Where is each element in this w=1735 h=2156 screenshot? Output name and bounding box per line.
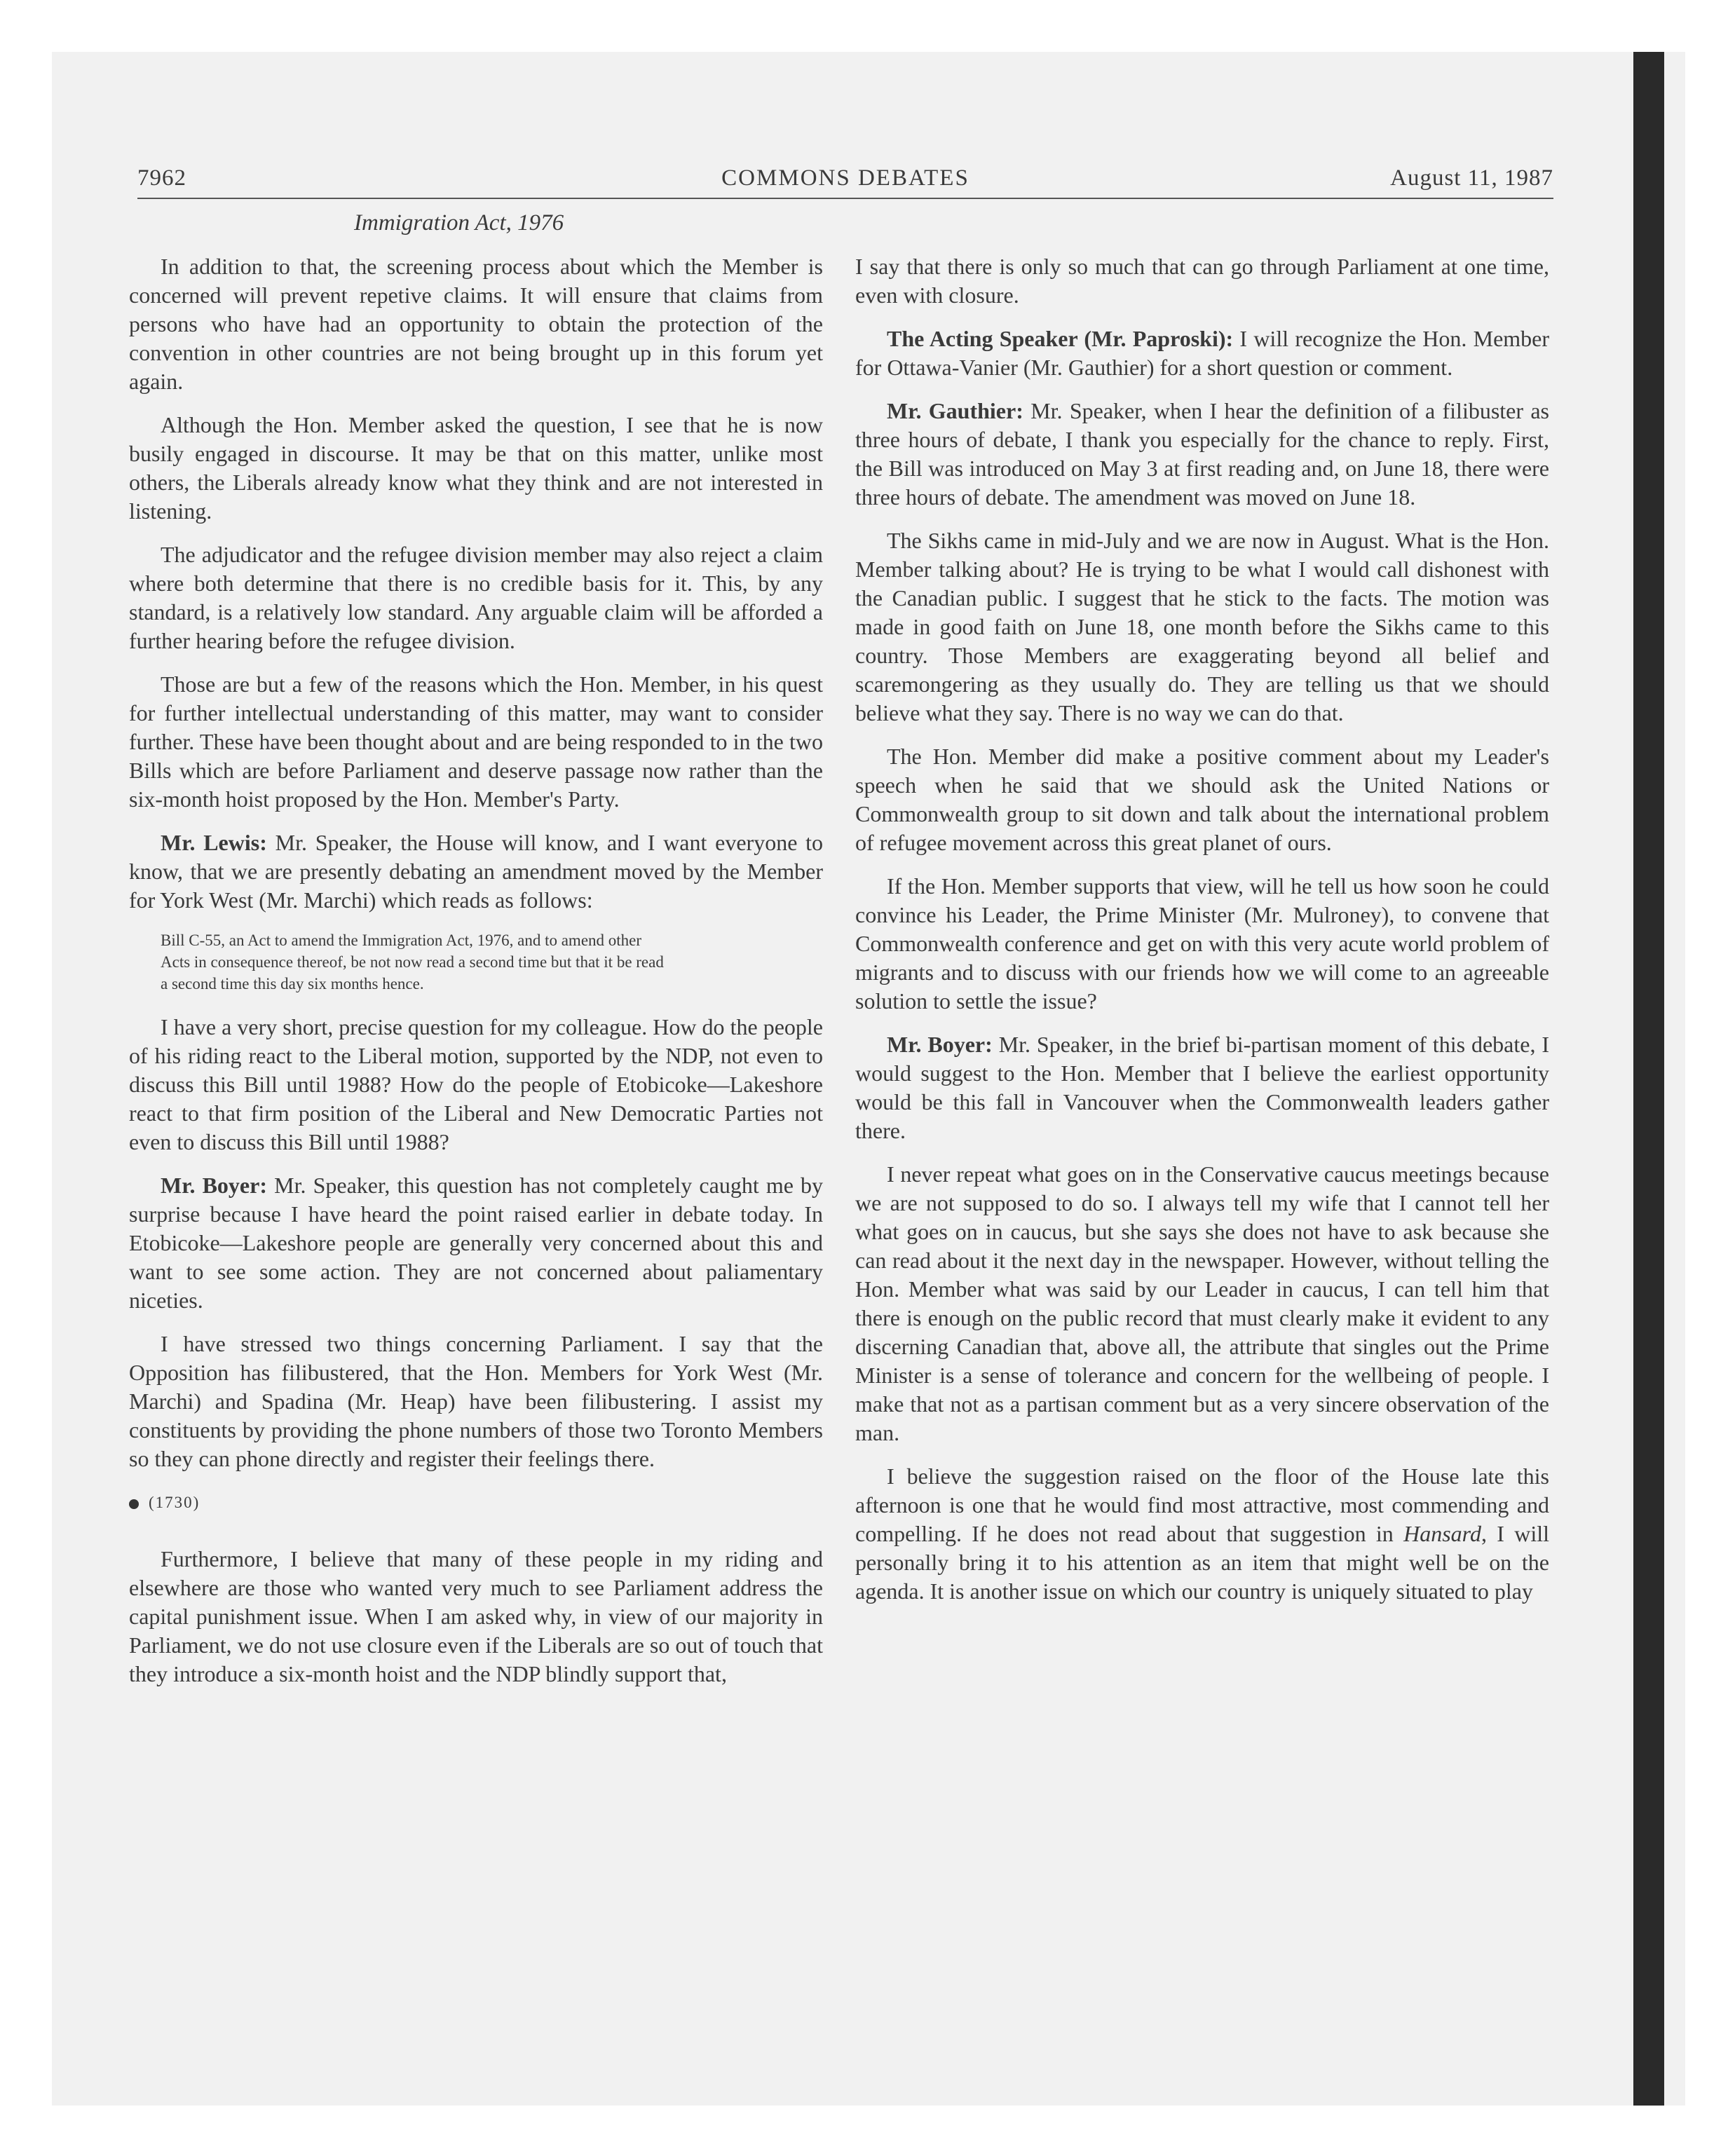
speaker-name: The Acting Speaker (Mr. Paproski):: [887, 326, 1234, 351]
paragraph: I have stressed two things concerning Parliament. I say that the Opposition has filibustered, that the Hon. Members for York West (Mr. Marchi) and Spadina (Mr. Heap) have been filibustering. I assist my constituents by providing the phone numbers of those two Toronto Members so they can phone directly and register their feelings there.: [129, 1331, 823, 1471]
quote-line: Bill C-55, an Act to amend the Immigration Act, 1976, and to amend other: [161, 932, 642, 949]
running-head: Immigration Act, 1976: [354, 210, 564, 236]
header-rule: [137, 198, 1553, 199]
speech-paragraph: [855, 1030, 1549, 1145]
speech-text: Mr. Speaker, the House will know, and I want everyone to know, that we are presently debating an amendment moved by the Member for York West (Mr. Marchi) which reads as follows:: [129, 830, 824, 913]
paragraph: In addition to that, the screening process about which the Member is concerned will prevent repetive claims. It will ensure that claims from persons who have had an opportunity to obtain the protection of the convention in other countries are not being brought up in this forum yet again.: [129, 254, 823, 394]
speech-paragraph: [129, 1171, 823, 1315]
paragraph: Although the Hon. Member asked the question, I see that he is now busily engaged in discourse. It may be that on this matter, unlike most others, the Liberals already know what they think and are not interested in listening.: [129, 412, 823, 524]
timestamp-marker: [129, 1488, 823, 1517]
page-number: 7962: [137, 165, 186, 191]
paragraph: Furthermore, I believe that many of these people in my riding and elsewhere are those who wanted very much to see Parliament address the capital punishment issue. When I am asked why, in view of our majority in Parliament, we do not use closure even if the Liberals are so out of touch that they introduce a six-month hoist and the NDP blindly support that,: [129, 1546, 823, 1686]
speech-paragraph: [855, 397, 1549, 512]
paragraph: If the Hon. Member supports that view, will he tell us how soon he could convince his Leader, the Prime Minister (Mr. Mulroney), to convene that Commonwealth conference and get on with this very acute world problem of migrants and to discuss with our friends how we will come to an agreeable solution to settle the issue?: [855, 873, 1549, 1014]
page-date: August 11, 1987: [1390, 165, 1553, 191]
scan-edge-bar: [1633, 52, 1664, 2106]
quoted-amendment: [129, 929, 823, 995]
speaker-name: Mr. Boyer:: [887, 1032, 993, 1057]
paragraph: The Hon. Member did make a positive comment about my Leader's speech when he said that we should ask the United Nations or Commonwealth group to sit down and talk about the international problem of refugee movement across this great planet of ours.: [855, 744, 1549, 855]
timestamp: (1730): [149, 1494, 200, 1511]
paragraph: [855, 1462, 1549, 1606]
paragraph: The adjudicator and the refugee division member may also reject a claim where both determine that there is no credible basis for it. This, by any standard, is a relatively low standard. Any arguable claim will be afforded a further hearing before the refugee division.: [129, 542, 823, 653]
paragraph: I have a very short, precise question for my colleague. How do the people of his riding react to the Liberal motion, supported by the NDP, not even to discuss this Bill until 1988? How do the people of Etobicoke—Lakeshore react to that firm position of the Liberal and New Democratic Parties not even to discuss this Bill until 1988?: [129, 1014, 823, 1154]
publication-title: COMMONS DEBATES: [721, 165, 969, 191]
paragraph: I never repeat what goes on in the Conservative caucus meetings because we are not supposed to do so. I always tell my wife that I cannot tell her what goes on in caucus, but she says she does not have to ask because she can read about it the next day in the newspaper. However, without telling the Hon. Member what was said by our Leader in caucus, I can tell him that there is enough on the public record that must clearly make it evident to any discerning Canadian that, above all, the attribute that singles out the Prime Minister is a sense of tolerance and concern for the wellbeing of people. I make that not as a partisan comment but as a very sincere observation of the man.: [855, 1161, 1549, 1445]
speaker-name: Mr. Lewis:: [161, 830, 267, 855]
speech-text: Mr. Speaker, this question has not completely caught me by surprise because I have heard the point raised earlier in debate today. In Etobicoke—Lakeshore people are generally very concerned about this and want to see some action. They are not concerned about paliamentary niceties.: [129, 1173, 824, 1313]
paragraph: I say that there is only so much that can go through Parliament at one time, even with closure.: [855, 254, 1549, 308]
paragraph: The Sikhs came in mid-July and we are now in August. What is the Hon. Member talking about? He is trying to be what I would call dishonest with the Canadian public. I suggest that he stick to the facts. The motion was made in good faith on June 18, one month before the Sikhs came to this country. Those Members are exaggerating beyond all belief and scaremongering as they usually do. They are telling us that we should believe what they say. There is no way we can do that.: [855, 528, 1549, 725]
speech-paragraph: [855, 325, 1549, 382]
quote-line: a second time this day six months hence.: [161, 975, 424, 992]
speech-text: Mr. Speaker, in the brief bi-partisan moment of this debate, I would suggest to the Hon. Member that I believe the earliest opportunity would be this fall in Vancouver when the Commonwealth leaders gather there.: [855, 1032, 1550, 1143]
left-column: [129, 252, 823, 1703]
speech-text: I will recognize the Hon. Member for Ottawa-Vanier (Mr. Gauthier) for a short question or comment.: [855, 326, 1550, 380]
speaker-name: Mr. Boyer:: [161, 1173, 267, 1198]
speaker-name: Mr. Gauthier:: [887, 398, 1023, 423]
paragraph: Those are but a few of the reasons which the Hon. Member, in his quest for further intellectual understanding of this matter, may want to consider further. These have been thought about and are being responded to in the two Bills which are before Parliament and deserve passage now rather than the six-month hoist proposed by the Hon. Member's Party.: [129, 671, 823, 812]
publication-name: Hansard: [1403, 1521, 1481, 1546]
bullet-icon: [129, 1499, 139, 1509]
page-header: [137, 165, 1553, 199]
speech-text: Mr. Speaker, when I hear the definition of a filibuster as three hours of debate, I thank you especially for the chance to reply. First, the Bill was introduced on May 3 at first reading and, on June 18, there were three hours of debate. The amendment was moved on June 18.: [855, 398, 1550, 510]
quote-line: Acts in consequence thereof, be not now read a second time but that it be read: [161, 953, 664, 971]
paragraph-text: , I will personally bring it to his attention as an item that might well be on the agenda. It is another issue on which our country is uniquely situated to play: [855, 1521, 1550, 1604]
speech-paragraph: [129, 828, 823, 915]
paragraph-text: I believe the suggestion raised on the floor of the House late this afternoon is one that he would find most attractive, most commending and compelling. If he does not read about that suggestion in: [855, 1464, 1549, 1546]
right-column: [855, 252, 1549, 1621]
